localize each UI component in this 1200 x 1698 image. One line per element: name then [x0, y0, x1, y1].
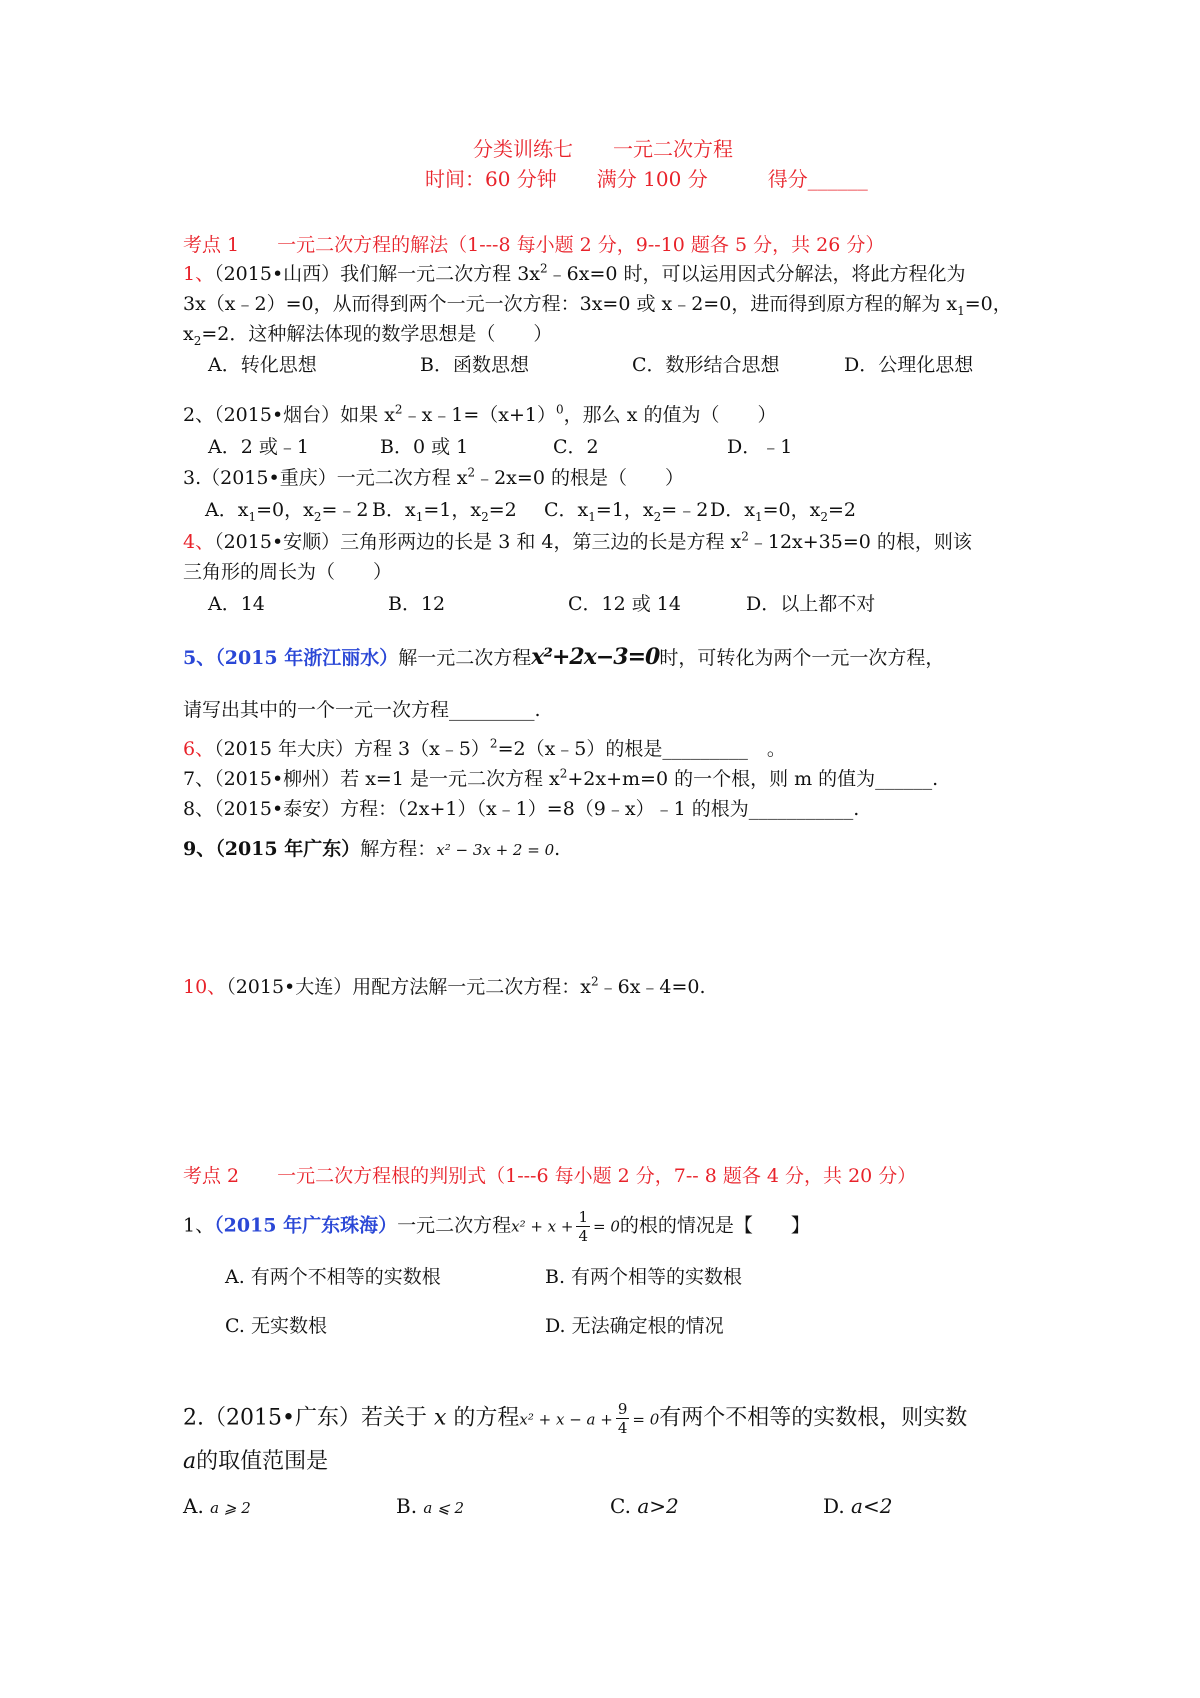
- s2-q2-choice-a: A. a ⩾ 2: [183, 1494, 251, 1518]
- s1-q8-line: 8、（2015•泰安）方程：（2x+1）（x﹣1）=8（9﹣x）﹣1 的根为___________.: [183, 798, 860, 820]
- s1-q4-choice-c: C．12 或 14: [568, 593, 681, 615]
- s1-q2-choice-b: B．0 或 1: [380, 436, 469, 458]
- page-subtitle: [425, 167, 868, 191]
- page-title: 分类训练七 一元二次方程: [473, 137, 733, 161]
- s1-q1-choice-c: C．数形结合思想: [632, 354, 780, 376]
- time-score-label: 时间：60 分钟 满分 100 分 得分: [425, 167, 808, 191]
- s1-q3-line: 3.（2015•重庆）一元二次方程 $x^2﹣2x=0$ 的根是（ ）: [183, 465, 684, 489]
- s1-q5-equation: x²+2x−3=0: [531, 644, 660, 670]
- s1-q1-choice-a: A．转化思想: [208, 354, 317, 376]
- s1-q4-choice-b: B．12: [388, 593, 446, 615]
- s1-q4-choice-a: A．14: [208, 593, 265, 615]
- s2-q2-line2: a的取值范围是: [183, 1449, 329, 1474]
- s2-q2-choice-c: C. a>2: [610, 1494, 679, 1518]
- s2-q2-fraction: $\frac{9}{4}$: [617, 1400, 628, 1437]
- s1-q3-choice-b: B．$x_1=1$，$x_2=2$: [372, 499, 517, 524]
- s2-q2-line1: 2.（2015•广东）若关于 x 的方程x² + x − a + $\frac{9}{4}$ = 0有两个不相等的实数根，则实数: [183, 1400, 968, 1437]
- s1-q5-line2: 请写出其中的一个一元一次方程_________.: [183, 699, 541, 721]
- s1-q2-choice-c: C．2: [553, 436, 599, 458]
- s1-q1-choice-d: D．公理化思想: [844, 354, 974, 376]
- s1-q3-choice-a: A．$x_1=0$，$x_2=﹣2$: [205, 499, 369, 524]
- s2-q1-fraction: $\frac{1}{4}$: [578, 1208, 589, 1245]
- section-1-heading: 考点 1 一元二次方程的解法（1---8 每小题 2 分，9--10 题各 5 分，共 26 分）: [183, 234, 885, 256]
- s1-q9-line: 9、（2015 年广东）解方程：x² − 3x + 2 = 0.: [183, 838, 561, 860]
- s1-q1-line1: 1、（2015•山西）我们解一元二次方程 $3x^2﹣6x=0$ 时，可以运用因式分解法，将此方程化为: [183, 261, 966, 285]
- s1-q10-line: 10、（2015•大连）用配方法解一元二次方程：$x^2﹣6x﹣4=0$.: [183, 974, 706, 998]
- s1-q6-line: 6、（2015 年大庆）方程 3（x﹣5）$^2$=2（x﹣5）的根是_________ 。: [183, 736, 786, 760]
- s1-q4-choice-d: D．以上都不对: [746, 593, 876, 615]
- s1-q2-choice-a: A．2 或﹣1: [208, 436, 309, 458]
- s2-q1-choice-a: A. 有两个不相等的实数根: [225, 1266, 441, 1288]
- s2-q1-line: 1、（2015 年广东珠海）一元二次方程x² + x + $\frac{1}{4}$ = 0的根的情况是【 】: [183, 1208, 810, 1245]
- s1-q5-line1: 5、（2015 年浙江丽水）解一元二次方程x²+2x−3=0时，可转化为两个一元一次方程，: [183, 644, 945, 670]
- s1-q1-line3: $x_2=2$．这种解法体现的数学思想是（ ）: [183, 323, 553, 348]
- s1-q7-line: 7、（2015•柳州）若 x=1 是一元二次方程 $x^2+2x+m=0$ 的一个根，则 m 的值为______.: [183, 766, 939, 790]
- s1-q3-choice-c: C．$x_1=1$，$x_2=﹣2$: [544, 499, 709, 524]
- section-2-heading: 考点 2 一元二次方程根的判别式（1---6 每小题 2 分，7-- 8 题各 4 分，共 20 分）: [183, 1165, 917, 1187]
- s1-q1-line2: 3x（x﹣2）=0，从而得到两个一元一次方程：3x=0 或 x﹣2=0，进而得到原方程的解为 $x_1=0$，: [183, 293, 1012, 318]
- s1-q9-equation: x² − 3x + 2 = 0: [436, 841, 555, 859]
- s2-q1-choice-d: D. 无法确定根的情况: [545, 1315, 724, 1337]
- s2-q2-choice-b: B. a ⩽ 2: [396, 1494, 465, 1518]
- s1-q4-line2: 三角形的周长为（ ）: [183, 561, 393, 583]
- s1-q1-choice-b: B．函数思想: [420, 354, 529, 376]
- s2-q2-choice-d: D. a<2: [823, 1494, 893, 1518]
- s1-q2-choice-d: D．﹣1: [727, 436, 793, 458]
- s1-q4-line1: 4、（2015•安顺）三角形两边的长是 3 和 4，第三边的长是方程 $x^2﹣12x+35=0$ 的根，则该: [183, 529, 972, 553]
- s2-q1-choice-b: B. 有两个相等的实数根: [545, 1266, 743, 1288]
- score-blank: ______: [807, 167, 868, 191]
- s2-q1-choice-c: C. 无实数根: [225, 1315, 327, 1337]
- s1-q3-choice-d: D．$x_1=0$，$x_2=2$: [710, 499, 856, 524]
- s1-q2-line: 2、（2015•烟台）如果 $x^2﹣x﹣1=(x+1)^0$，那么 x 的值为（ ）: [183, 402, 777, 426]
